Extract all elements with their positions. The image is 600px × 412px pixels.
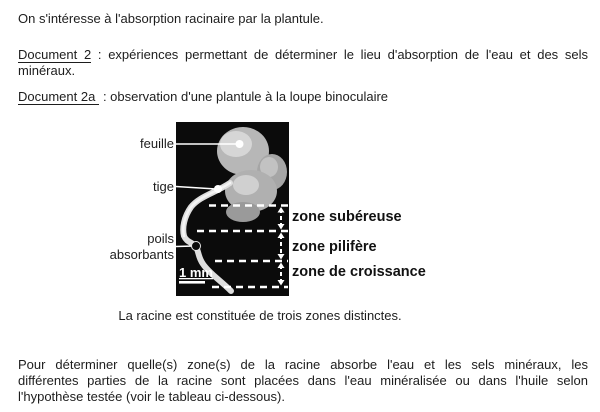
zone-label-croissance: zone de croissance [292,264,426,280]
closing-paragraph [18,357,588,405]
figure-label-poils-line2: absorbants [109,247,174,262]
feuille-marker-dot [236,140,244,148]
document-2-line1 [18,47,588,63]
zone-label-pilifere: zone pilifère [292,239,377,255]
cotyledon-blobs [217,127,287,222]
tige-marker-dot [214,185,222,193]
figure-label-poils-line1: poils [147,231,174,246]
zone-label-subereuse: zone subéreuse [292,209,402,225]
document-2a-rest: : observation d'une plantule à la loupe binoculaire [99,89,389,104]
poils-marker-dot [192,242,201,251]
document-2-rest: : expériences permettant de déterminer le lieu d'absorption de l'eau et des sels [91,47,588,62]
figure-caption: La racine est constituée de trois zones distinctes. [118,308,402,323]
closing-line2: différentes parties de la racine sont placées dans l'eau minéralisée ou dans l'huile selon [18,373,588,388]
document-2a-title: Document 2a [18,89,99,105]
document-2-line2: minéraux. [18,63,76,78]
zone-extent-arrows [278,207,285,286]
document-2-paragraph [18,47,588,79]
document-2a-paragraph [18,89,588,105]
document-2-title: Document 2 [18,47,92,62]
intro-text: On s'intéresse à l'absorption racinaire par la plantule. [18,11,324,26]
figure-label-feuille: feuille [140,136,174,151]
figure-label-poils-absorbants [100,231,174,263]
figure-label-tige: tige [153,179,174,194]
scale-bar-label: 1 mm [179,265,213,280]
closing-line3: l'hypothèse testée (voir le tableau ci-dessous). [18,389,285,404]
plantule-illustration [176,122,289,296]
scale-bar [179,265,213,284]
plantule-photo [176,122,289,296]
intro-paragraph [18,11,588,27]
closing-line1: Pour déterminer quelle(s) zone(s) de la racine absorbe l'eau et les sels minéraux, les [18,357,588,372]
